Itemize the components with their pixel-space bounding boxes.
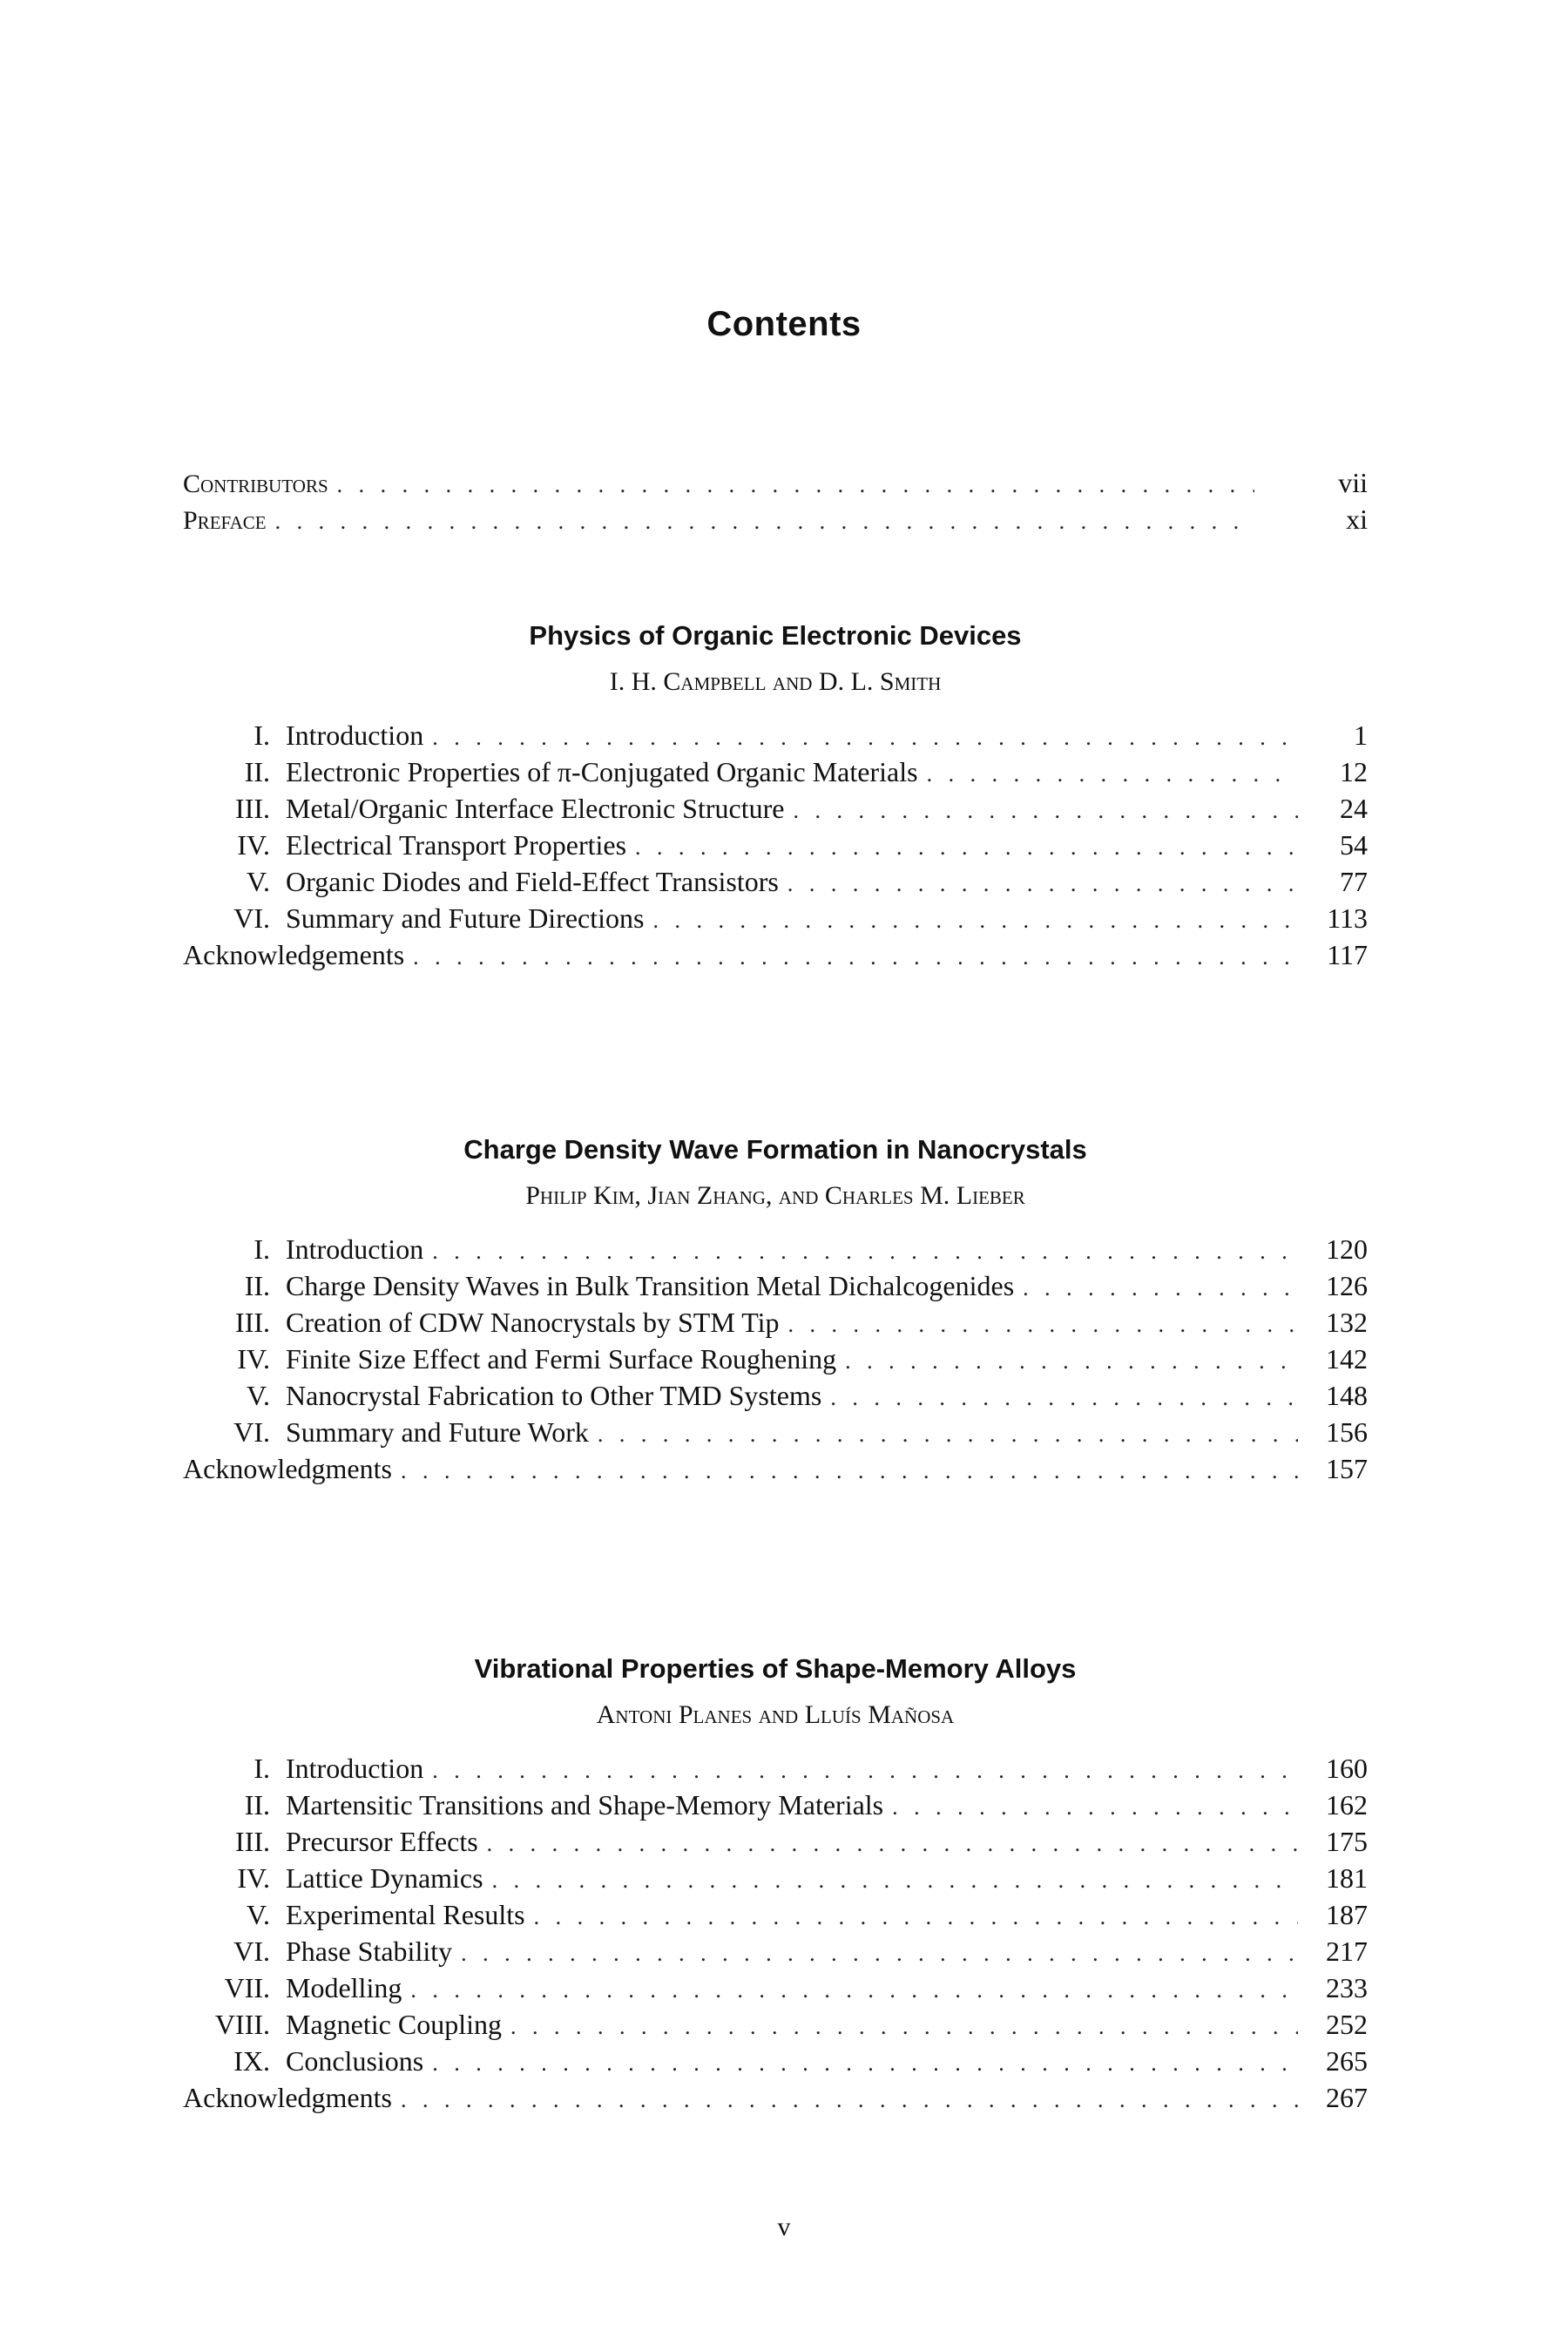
leader-dots (635, 834, 1298, 861)
leader-dots (432, 725, 1298, 751)
entry-label: Preface (183, 506, 267, 535)
leader-dots (401, 2087, 1298, 2113)
chapter-sections (183, 719, 1368, 976)
leader-dots (793, 798, 1298, 824)
section-number: II. (244, 756, 270, 787)
entry-page: 113 (1327, 902, 1368, 934)
leader-dots (487, 1831, 1298, 1857)
entry-label: Finite Size Effect and Fermi Surface Roughening (286, 1343, 837, 1375)
page-title: Contents (706, 305, 862, 343)
section-number: II. (244, 1789, 270, 1821)
section-number: I. (253, 719, 270, 751)
entry-page: 162 (1326, 1789, 1368, 1821)
toc-entry[interactable] (183, 719, 1368, 756)
entry-label: Experimental Results (286, 1899, 525, 1930)
entry-label: Magnetic Coupling (286, 2009, 502, 2040)
entry-label: Acknowledgments (183, 1453, 392, 1484)
leader-dots (401, 1458, 1298, 1484)
entry-label: Conclusions (286, 2045, 424, 2077)
entry-page: 77 (1340, 866, 1368, 897)
toc-entry[interactable] (183, 1233, 1368, 1270)
section-number: IV. (237, 829, 270, 861)
chapter-2 (183, 1134, 1368, 1490)
toc-entry-contributors[interactable] (183, 467, 1368, 503)
leader-dots (461, 1941, 1298, 1967)
section-number: IV. (237, 1862, 270, 1894)
toc-entry[interactable] (183, 1270, 1368, 1307)
entry-page: 265 (1326, 2045, 1368, 2077)
leader-dots (652, 908, 1298, 934)
entry-label: Charge Density Waves in Bulk Transition Metal Dichalcogenides (286, 1270, 1015, 1301)
leader-dots (432, 1239, 1298, 1265)
entry-label: Modelling (286, 1972, 402, 2003)
leader-dots (927, 761, 1298, 787)
toc-entry[interactable] (183, 1899, 1368, 1936)
section-number: VI. (233, 902, 270, 934)
leader-dots (275, 509, 1254, 535)
section-number: V. (247, 1899, 270, 1930)
leader-dots (337, 472, 1254, 498)
leader-dots (830, 1385, 1298, 1411)
leader-dots (598, 1422, 1298, 1448)
entry-page: 12 (1340, 756, 1368, 787)
entry-page: 252 (1326, 2009, 1368, 2040)
entry-page: 156 (1326, 1416, 1368, 1448)
toc-entry[interactable] (183, 902, 1368, 939)
leader-dots (432, 1758, 1298, 1784)
entry-page: 120 (1326, 1233, 1368, 1265)
toc-entry[interactable] (183, 1826, 1368, 1862)
toc-entry[interactable] (183, 1862, 1368, 1899)
entry-page: 157 (1326, 1453, 1368, 1484)
section-number: I. (253, 1233, 270, 1265)
entry-label: Electronic Properties of π-Conjugated Organic Materials (286, 756, 918, 787)
toc-entry[interactable] (183, 1972, 1368, 2009)
leader-dots (845, 1348, 1298, 1375)
entry-label: Introduction (286, 1753, 424, 1784)
section-number: VII. (224, 1972, 270, 2003)
entry-label: Summary and Future Work (286, 1416, 589, 1448)
chapter-title: Physics of Organic Electronic Devices (529, 620, 1022, 651)
section-number: III. (235, 1307, 270, 1338)
entry-label: Creation of CDW Nanocrystals by STM Tip (286, 1307, 780, 1338)
leader-dots (432, 2050, 1298, 2077)
toc-entry[interactable] (183, 2045, 1368, 2082)
chapter-1 (183, 620, 1368, 976)
toc-entry-acknowledgements[interactable] (183, 939, 1368, 976)
leader-dots (788, 1312, 1298, 1338)
entry-label: Lattice Dynamics (286, 1862, 483, 1894)
entry-page: xi (1346, 503, 1368, 535)
entry-page: 175 (1326, 1826, 1368, 1857)
entry-label: Precursor Effects (286, 1826, 478, 1857)
entry-page: 126 (1326, 1270, 1368, 1301)
leader-dots (410, 1977, 1298, 2003)
entry-label: Electrical Transport Properties (286, 829, 627, 861)
entry-page: 24 (1340, 793, 1368, 824)
chapter-sections (183, 1233, 1368, 1490)
entry-page: 233 (1326, 1972, 1368, 2003)
entry-label: Phase Stability (286, 1936, 453, 1967)
section-number: IX. (233, 2045, 270, 2077)
toc-entry[interactable] (183, 1307, 1368, 1343)
leader-dots (492, 1868, 1298, 1894)
chapter-title: Charge Density Wave Formation in Nanocrystals (463, 1134, 1087, 1165)
leader-dots (534, 1904, 1298, 1930)
chapter-title: Vibrational Properties of Shape-Memory Alloys (474, 1653, 1077, 1684)
toc-entry[interactable] (183, 756, 1368, 793)
toc-entry[interactable] (183, 829, 1368, 866)
section-number: V. (247, 1380, 270, 1411)
leader-dots (892, 1794, 1298, 1821)
chapter-authors: Antoni Planes and Lluís Mañosa (596, 1700, 955, 1729)
section-number: I. (253, 1753, 270, 1784)
entry-label: Introduction (286, 1233, 424, 1265)
section-number: III. (235, 793, 270, 824)
entry-page: 217 (1326, 1936, 1368, 1967)
section-number: III. (235, 1826, 270, 1857)
toc-entry[interactable] (183, 2009, 1368, 2045)
toc-entry[interactable] (183, 1380, 1368, 1416)
entry-label: Organic Diodes and Field-Effect Transistors (286, 866, 779, 897)
toc-entry[interactable] (183, 1936, 1368, 1972)
toc-entry-acknowledgments[interactable] (183, 2082, 1368, 2118)
entry-page: 148 (1326, 1380, 1368, 1411)
section-number: II. (244, 1270, 270, 1301)
toc-entry[interactable] (183, 1789, 1368, 1826)
entry-page: 142 (1326, 1343, 1368, 1375)
entry-page: 181 (1326, 1862, 1368, 1894)
entry-page: 54 (1340, 829, 1368, 861)
toc-entry[interactable] (183, 1753, 1368, 1789)
entry-label: Summary and Future Directions (286, 902, 645, 934)
entry-label: Acknowledgements (183, 939, 405, 970)
chapter-authors: Philip Kim, Jian Zhang, and Charles M. Lieber (525, 1181, 1025, 1210)
toc-entry[interactable] (183, 866, 1368, 902)
entry-label: Contributors (183, 470, 328, 498)
toc-entry[interactable] (183, 1343, 1368, 1380)
leader-dots (787, 871, 1298, 897)
leader-dots (1023, 1275, 1298, 1301)
leader-dots (510, 2014, 1298, 2040)
section-number: V. (247, 866, 270, 897)
toc-entry[interactable] (183, 793, 1368, 829)
chapter-3 (183, 1653, 1368, 2118)
chapter-sections (183, 1753, 1368, 2118)
leader-dots (413, 944, 1298, 970)
entry-label: Acknowledgments (183, 2082, 392, 2113)
entry-page: 117 (1327, 939, 1368, 970)
toc-entry-acknowledgments[interactable] (183, 1453, 1368, 1490)
section-number: VIII. (214, 2009, 270, 2040)
chapter-authors: I. H. Campbell and D. L. Smith (609, 667, 942, 696)
page-number: v (777, 2213, 791, 2241)
entry-page: 1 (1354, 719, 1368, 751)
entry-page: 132 (1326, 1307, 1368, 1338)
toc-entry[interactable] (183, 1416, 1368, 1453)
entry-page: 160 (1326, 1753, 1368, 1784)
entry-label: Metal/Organic Interface Electronic Structure (286, 793, 785, 824)
front-matter (183, 467, 1368, 540)
entry-label: Nanocrystal Fabrication to Other TMD Systems (286, 1380, 822, 1411)
section-number: VI. (233, 1936, 270, 1967)
entry-label: Introduction (286, 719, 424, 751)
section-number: IV. (237, 1343, 270, 1375)
section-number: VI. (233, 1416, 270, 1448)
entry-page: 267 (1326, 2082, 1368, 2113)
entry-page: 187 (1326, 1899, 1368, 1930)
toc-entry-preface[interactable] (183, 503, 1368, 540)
entry-page: vii (1338, 467, 1368, 498)
entry-label: Martensitic Transitions and Shape-Memory Materials (286, 1789, 884, 1821)
